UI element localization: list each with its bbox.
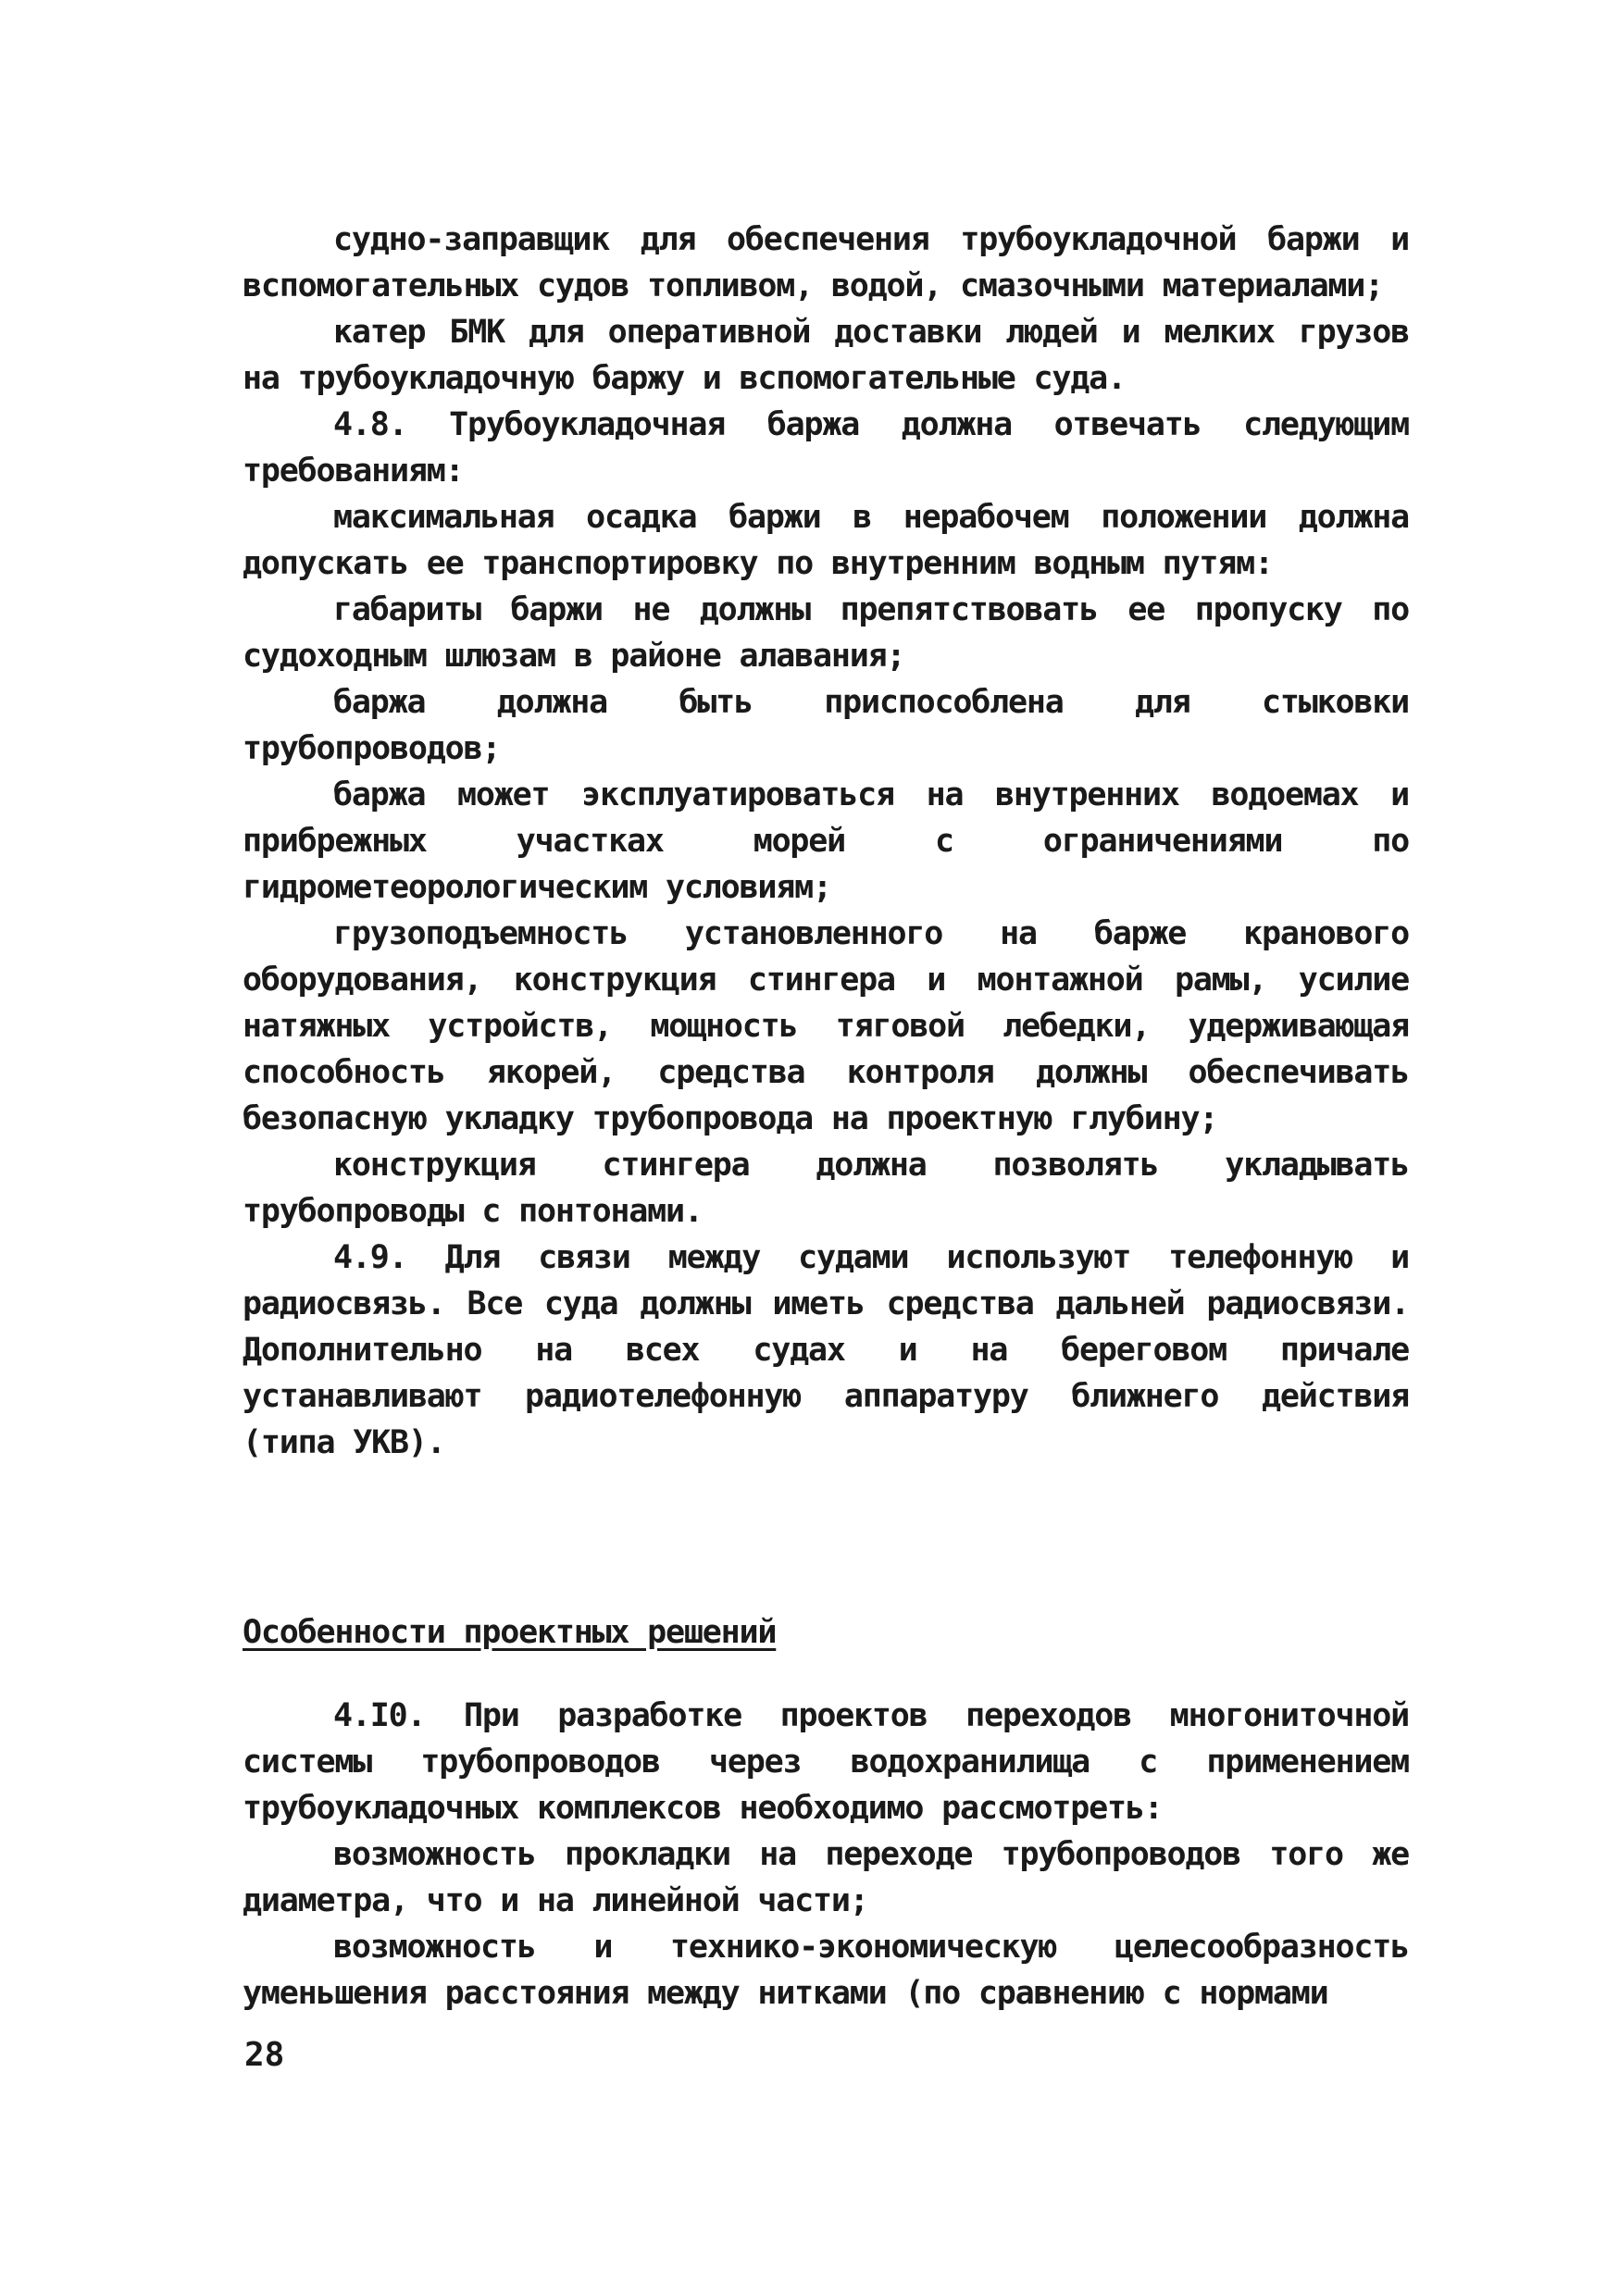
body-text-lower <box>243 1693 1409 2017</box>
page-number: 28 <box>244 2036 285 2074</box>
paragraph-lifting-capacity: грузоподъемность установленного на барже кранового оборудования, конструкция стингера и монтажной рамы, усилие натяжных устройств, мощность тяговой лебедки, удерживающая способность якорей, средства контроля должны обеспечивать безопасную укладку трубопровода на проектную глубину; <box>243 915 1409 1137</box>
paragraph-stinger: конструкция стингера должна позволять укладывать трубопроводы с понтонами. <box>243 1147 1409 1230</box>
paragraph-docking: баржа должна быть приспособлена для стыковки трубопроводов; <box>243 684 1409 767</box>
paragraph-same-diameter: возможность прокладки на переходе трубопроводов того же диаметра, что и на линейной части; <box>243 1836 1409 1919</box>
paragraph-4-8-requirements: 4.8. Трубоукладочная баржа должна отвечать следующим требованиям: <box>243 406 1409 490</box>
body-text-upper <box>243 217 1409 1466</box>
paragraph-4-9-communication: 4.9. Для связи между судами используют телефонную и радиосвязь. Все суда должны иметь средства дальней радиосвязи. Дополнительно на всех судах и на береговом причале устанавливают радиотелефонную аппаратуру ближнего действия (типа УКВ). <box>243 1239 1409 1461</box>
paragraph-spacing-reduction: возможность и технико-экономическую целесообразность уменьшения расстояния между нитками (по сравнению с нормами <box>243 1929 1409 2012</box>
paragraph-4-10-design: 4.I0. При разработке проектов переходов многониточной системы трубопроводов через водохранилища с применением трубоукладочных комплексов необходимо рассмотреть: <box>243 1697 1409 1827</box>
paragraph-operation: баржа может эксплуатироваться на внутренних водоемах и прибрежных участках морей с ограничениями по гидрометеорологическим условиям; <box>243 776 1409 906</box>
paragraph-fuel-vessel: судно-заправщик для обеспечения трубоукладочной баржи и вспомогательных судов топливом, водой, смазочными материалами; <box>243 221 1409 304</box>
section-heading: Особенности проектных решений <box>243 1614 777 1651</box>
paragraph-launch-boat: катер БМК для оперативной доставки людей и мелких грузов на трубоукладочную баржу и вспомогательные суда. <box>243 314 1409 397</box>
paragraph-dimensions: габариты баржи не должны препятствовать ее пропуску по судоходным шлюзам в районе алавания; <box>243 591 1409 675</box>
paragraph-max-draft: максимальная осадка баржи в нерабочем положении должна допускать ее транспортировку по внутренним водным путям: <box>243 499 1409 582</box>
